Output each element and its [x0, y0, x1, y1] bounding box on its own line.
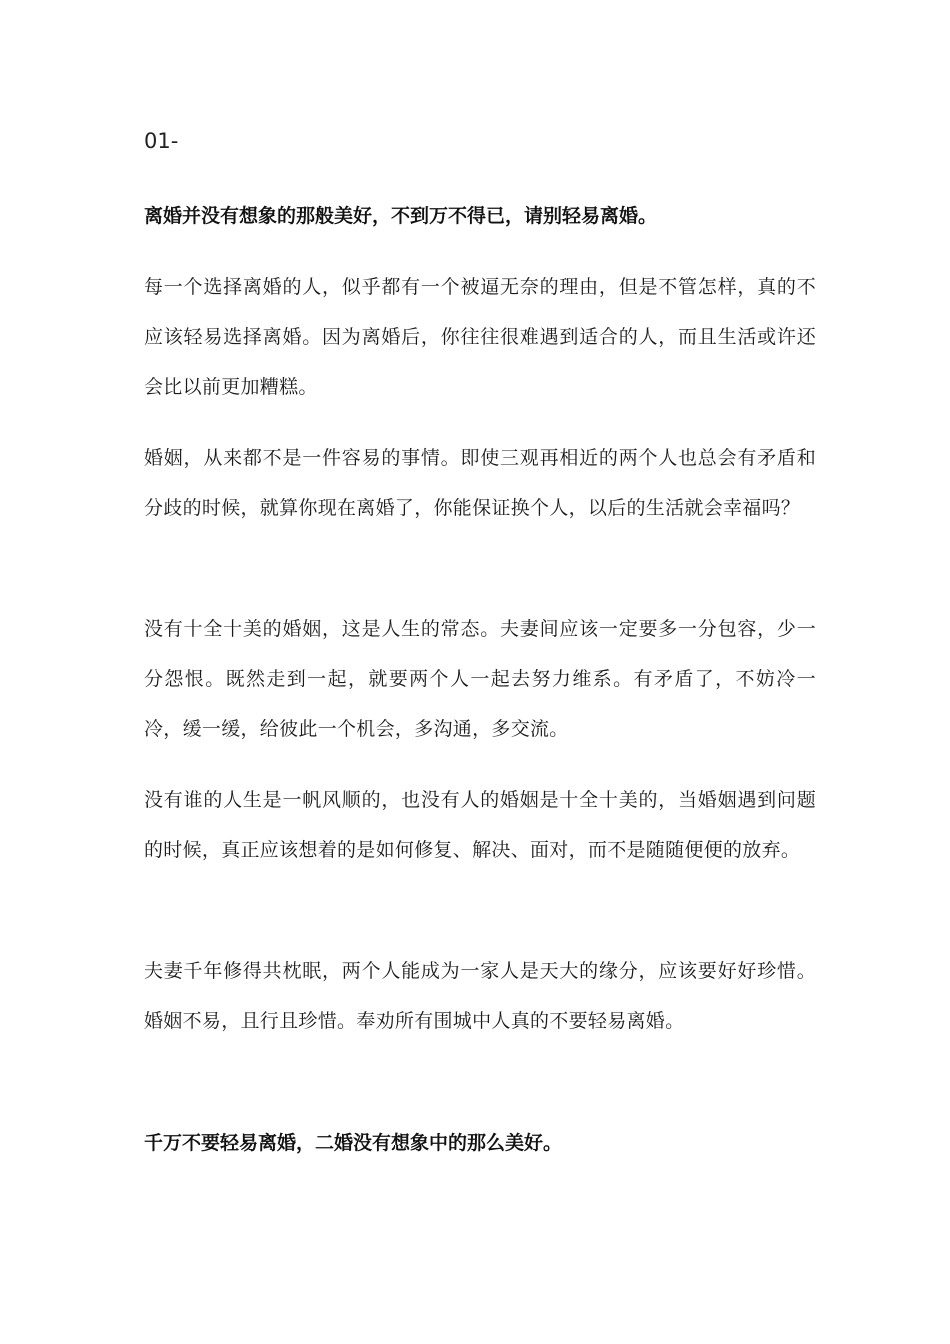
body-paragraph: 没有十全十美的婚姻，这是人生的常态。夫妻间应该一定要多一分包容，少一分怨恨。既然走到一起，就要两个人一起去努力维系。有矛盾了，不妨冷一冷，缓一缓，给彼此一个机会，多沟通，多交流。 [144, 618, 816, 740]
body-paragraph: 没有谁的人生是一帆风顺的，也没有人的婚姻是十全十美的，当婚姻遇到问题的时候，真正应该想着的是如何修复、解决、面对，而不是随随便便的放弃。 [144, 789, 816, 861]
section-number: 01- [144, 129, 179, 153]
body-paragraph: 每一个选择离婚的人，似乎都有一个被逼无奈的理由，但是不管怎样，真的不应该轻易选择离婚。因为离婚后，你往往很难遇到适合的人，而且生活或许还会比以前更加糟糕。 [144, 276, 816, 398]
section-heading: 千万不要轻易离婚，二婚没有想象中的那么美好。 [144, 1132, 563, 1154]
section-heading: 离婚并没有想象的那般美好，不到万不得已，请别轻易离婚。 [144, 205, 658, 227]
body-paragraph: 婚姻，从来都不是一件容易的事情。即使三观再相近的两个人也总会有矛盾和分歧的时候，就算你现在离婚了，你能保证换个人，以后的生活就会幸福吗？ [144, 447, 816, 519]
body-paragraph: 夫妻千年修得共枕眠，两个人能成为一家人是天大的缘分，应该要好好珍惜。婚姻不易，且行且珍惜。奉劝所有围城中人真的不要轻易离婚。 [144, 960, 816, 1032]
